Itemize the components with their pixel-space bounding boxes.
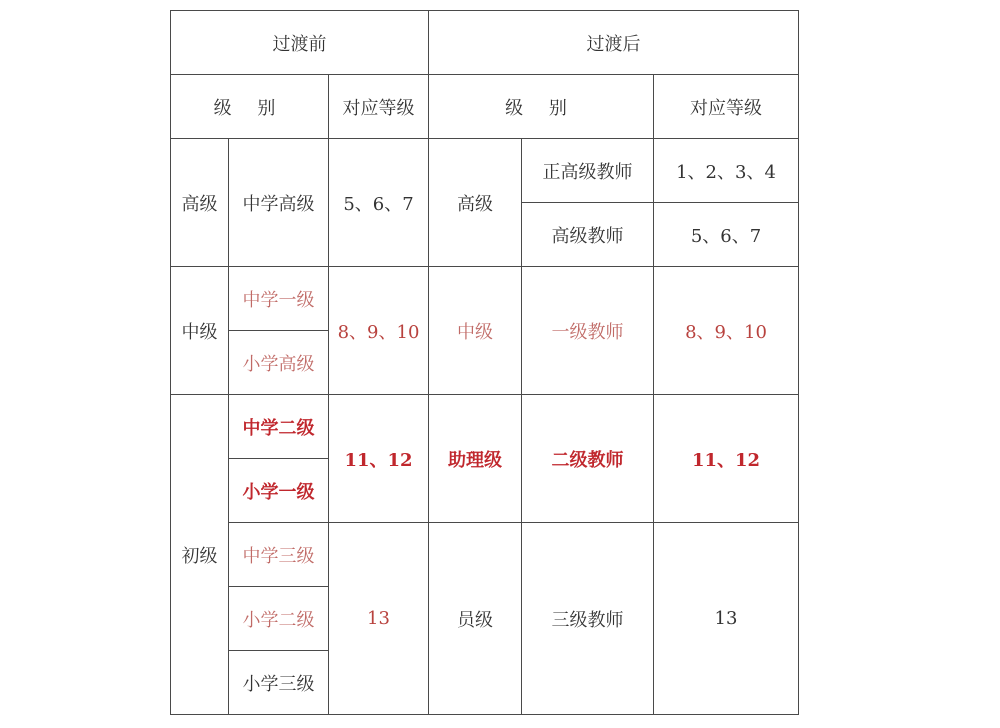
intermediate-before-title-1: 中学一级 [229, 267, 329, 331]
table-header-row [171, 11, 799, 75]
junior-before-title-5: 小学三级 [229, 651, 329, 715]
subheader-after-level: 级 别 [429, 75, 654, 139]
junior-before-grades-1: 11、12 [329, 395, 429, 523]
intermediate-after-grades: 8、9、10 [654, 267, 799, 395]
senior-before-title: 中学高级 [229, 139, 329, 267]
junior-after-title-1: 二级教师 [522, 395, 654, 523]
subheader-before-level: 级 别 [171, 75, 329, 139]
junior-before-title-4: 小学二级 [229, 587, 329, 651]
senior-after-category: 高级 [429, 139, 522, 267]
intermediate-after-category: 中级 [429, 267, 522, 395]
table-row [171, 267, 799, 331]
subheader-after-grade: 对应等级 [654, 75, 799, 139]
senior-after-title-2: 高级教师 [522, 203, 654, 267]
header-before: 过渡前 [171, 11, 429, 75]
senior-before-category: 高级 [171, 139, 229, 267]
intermediate-before-grades: 8、9、10 [329, 267, 429, 395]
intermediate-after-title: 一级教师 [522, 267, 654, 395]
senior-before-grades: 5、6、7 [329, 139, 429, 267]
intermediate-before-category: 中级 [171, 267, 229, 395]
table-row [171, 139, 799, 203]
table-row [171, 395, 799, 459]
subheader-before-grade: 对应等级 [329, 75, 429, 139]
grade-transition-table [170, 10, 799, 715]
junior-before-category: 初级 [171, 395, 229, 715]
senior-after-grades-2: 5、6、7 [654, 203, 799, 267]
junior-before-grades-2: 13 [329, 523, 429, 715]
table-subheader-row [171, 75, 799, 139]
junior-after-grades-2: 13 [654, 523, 799, 715]
intermediate-before-title-2: 小学高级 [229, 331, 329, 395]
senior-after-title-1: 正高级教师 [522, 139, 654, 203]
junior-after-category-2: 员级 [429, 523, 522, 715]
junior-after-grades-1: 11、12 [654, 395, 799, 523]
table-row [171, 523, 799, 587]
junior-before-title-2: 小学一级 [229, 459, 329, 523]
junior-after-title-2: 三级教师 [522, 523, 654, 715]
junior-after-category-1: 助理级 [429, 395, 522, 523]
junior-before-title-3: 中学三级 [229, 523, 329, 587]
header-after: 过渡后 [429, 11, 799, 75]
senior-after-grades-1: 1、2、3、4 [654, 139, 799, 203]
junior-before-title-1: 中学二级 [229, 395, 329, 459]
